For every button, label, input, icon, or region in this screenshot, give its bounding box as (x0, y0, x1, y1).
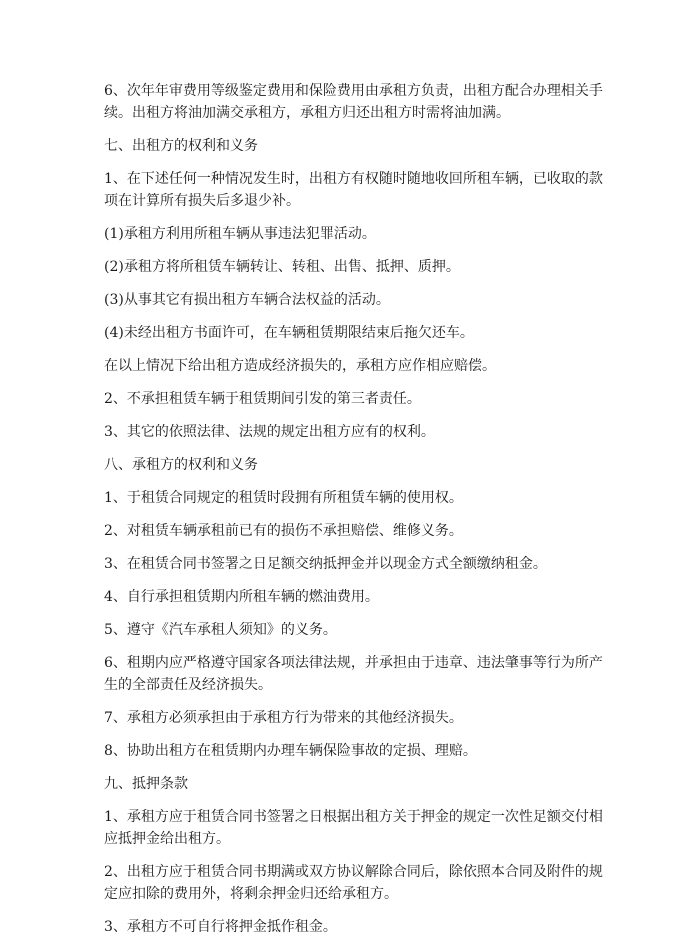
paragraph-lessee-8: 8、协助出租方在租赁期内办理车辆保险事故的定损、理赔。 (104, 743, 477, 759)
paragraph-lessee-5: 5、遵守《汽车承租人须知》的义务。 (104, 622, 337, 638)
paragraph-lessor-1-item-1: (1)承租方利用所租车辆从事违法犯罪活动。 (104, 226, 376, 242)
paragraph-lessee-3: 3、在租赁合同书签署之日足额交纳抵押金并以现金方式全额缴纳租金。 (104, 556, 547, 572)
paragraph-lessor-1-item-3: (3)从事其它有损出租方车辆合法权益的活动。 (104, 292, 390, 308)
section-heading-lessor-rights: 七、出租方的权利和义务 (104, 138, 258, 154)
paragraph-lessee-4: 4、自行承担租赁期内所租车辆的燃油费用。 (104, 589, 379, 605)
paragraph-lessee-1: 1、于租赁合同规定的租赁时段拥有所租赁车辆的使用权。 (104, 490, 463, 506)
paragraph-deposit-3: 3、承租方不可自行将押金抵作租金。 (104, 919, 337, 935)
section-heading-lessee-rights: 八、承租方的权利和义务 (104, 457, 258, 473)
paragraph-clause-6-fees: 6、次年年审费用等级鉴定费用和保险费用由承租方负责，出租方配合办理相关手续。出租方将油加满交承租方，承租方归还出租方时需将油加满。 (104, 83, 603, 121)
paragraph-lessor-compensation: 在以上情况下给出租方造成经济损失的，承租方应作相应赔偿。 (104, 358, 496, 374)
section-heading-deposit: 九、抵押条款 (104, 776, 188, 792)
paragraph-lessee-6: 6、租期内应严格遵守国家各项法律法规，并承担由于违章、违法肇事等行为所产生的全部责任及经济损失。 (104, 655, 603, 693)
paragraph-lessee-2: 2、对租赁车辆承租前已有的损伤不承担赔偿、维修义务。 (104, 523, 463, 539)
paragraph-lessor-1-item-2: (2)承租方将所租赁车辆转让、转租、出售、抵押、质押。 (104, 259, 460, 275)
paragraph-lessee-7: 7、承租方必须承担由于承租方行为带来的其他经济损失。 (104, 710, 463, 726)
paragraph-deposit-1: 1、承租方应于租赁合同书签署之日根据出租方关于押金的规定一次性足额交付相应抵押金给出租方。 (104, 809, 603, 847)
paragraph-deposit-2: 2、出租方应于租赁合同书期满或双方协议解除合同后，除依照本合同及附件的规定应扣除的费用外，将剩余押金归还给承租方。 (104, 864, 603, 902)
paragraph-lessor-2: 2、不承担租赁车辆于租赁期间引发的第三者责任。 (104, 391, 421, 407)
paragraph-lessor-1-item-4: (4)未经出租方书面许可，在车辆租赁期限结束后拖欠还车。 (104, 325, 474, 341)
document-body (104, 80, 604, 949)
paragraph-lessor-3: 3、其它的依照法律、法规的规定出租方应有的权利。 (104, 424, 435, 440)
paragraph-lessor-1: 1、在下述任何一种情况发生时，出租方有权随时随地收回所租车辆，已收取的款项在计算所有损失后多退少补。 (104, 171, 603, 209)
